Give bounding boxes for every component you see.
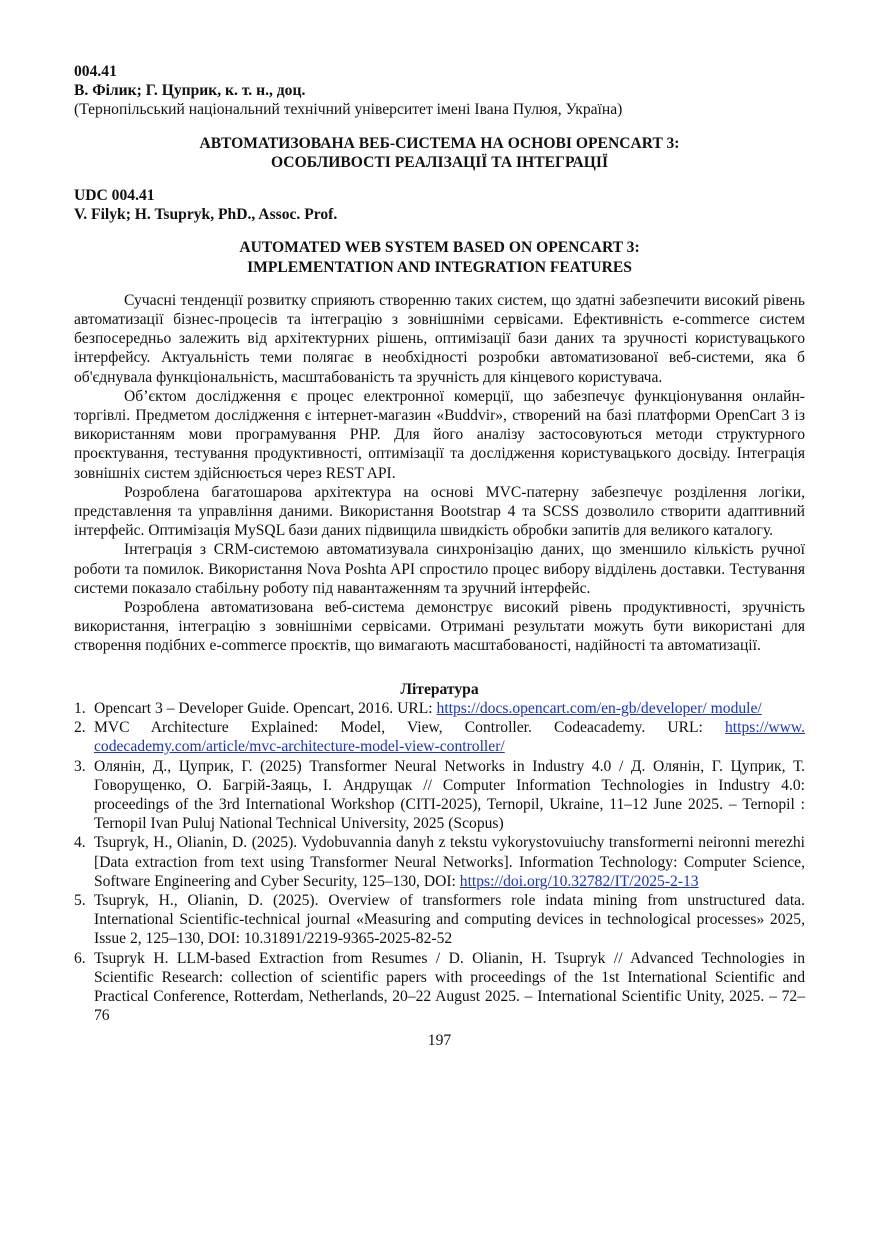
reference-link[interactable]: https://docs.opencart.com/en-gb/developer/ module/ [436,699,762,717]
title-ua [74,134,805,172]
reference-item [74,891,805,949]
authors-ua: В. Філик; Г. Цуприк, к. т. н., доц. [74,82,306,100]
reference-number: 4. [74,834,86,852]
reference-item [74,699,805,718]
title-en [74,238,805,276]
title-en-line1: AUTOMATED WEB SYSTEM BASED ON OPENCART 3: [239,239,640,257]
reference-text: Олянін, Д., Цуприк, Г. (2025) Transformer Neural Networks in Industry 4.0 / Д. Олянін, Г. Цуприк, Т. Говорущенко, О. Багрій-Заяць, І. Андрущак // Computer Information Technologies in Industry 4.0: proceedings of the 3rd International Workshop (CITI-2025), Ternopil, Ukraine, 11–12 June 2025. – Ternopil : Ternopil Ivan Puluj National Technical University, 2025 (Scopus) [94,757,805,833]
paper-page [74,62,805,1051]
reference-link[interactable]: https://doi.org/10.32782/IT/2025-2-13 [459,872,699,890]
reference-number: 6. [74,949,86,967]
reference-text: Tsupryk H. LLM-based Extraction from Resumes / D. Olianin, H. Tsupryk // Advanced Technologies in Scientific Research: collection of scientific papers with proceedings of the 1st International Scientific and Practical Conference, Rotterdam, Netherlands, 20–22 August 2025. – International Scientific Unity, 2025. – 72–76 [94,949,805,1025]
references-heading: Література [400,680,479,698]
reference-item [74,757,805,834]
title-ua-line2: ОСОБЛИВОСТІ РЕАЛІЗАЦІЇ ТА ІНТЕГРАЦІЇ [270,153,609,171]
authors-en: V. Filyk; H. Tsupryk, PhD., Assoc. Prof. [74,206,338,224]
reference-number: 3. [74,757,86,775]
reference-number: 2. [74,719,86,737]
reference-text: Tsupryk, H., Olianin, D. (2025). Overview of transformers role indata mining from unstructured data. International Scientific-technical journal «Measuring and computing devices in technological processes» 2025, Issue 2, 125–130, DOI: 10.31891/2219-9365-2025-82-52 [94,891,805,948]
reference-item [74,718,805,756]
reference-item [74,833,805,891]
paragraph: Розроблена автоматизована веб-система демонструє високий рівень продуктивності, зручність використання, інтеграцію з зовнішніми сервісами. Отримані результати можуть бути використані для створення подібних e-commerce проєктів, що вимагають масштабованості, надійності та автоматизації. [74,599,805,655]
page-number: 197 [427,1032,452,1050]
udc-ua: 004.41 [74,63,117,80]
udc-en: UDC 004.41 [74,187,155,205]
paragraph: Інтеграція з CRM-системою автоматизувала синхронізацію даних, що зменшило кількість ручної роботи та помилок. Використання Nova Poshta API спростило процес вибору відділень доставки. Тестування системи показало стабільну роботу під навантаженням та зручний інтерфейс. [74,541,805,597]
paragraph: Сучасні тенденції розвитку сприяють створенню таких систем, що здатні забезпечити високий рівень автоматизації бізнес-процесів та інтеграцію з зовнішніми сервісами. Ефективність e-commerce систем безпосередньо залежить від архітектурних рішень, оптимізації бази даних та зручності користувацького інтерфейсу. Актуальність теми полягає в необхідності розробки автоматизованої веб-системи, яка б об'єднувала функціональність, масштабованість та зручність для кінцевого користувача. [74,291,805,386]
reference-number: 1. [74,699,86,717]
reference-number: 5. [74,891,86,909]
title-ua-line1: АВТОМАТИЗОВАНА ВЕБ-СИСТЕМА НА ОСНОВІ OPENCART 3: [199,134,680,152]
reference-text: MVC Architecture Explained: Model, View, Controller. Codeacademy. URL: [94,719,725,737]
references-list [74,699,805,1025]
reference-text: Tsupryk, H., Olianin, D. (2025). Vydobuvannia danyh z tekstu vykorystovuiuchy transformerni neironni merezhi [Data extraction from text using Transformer Neural Networks]. Information Technology: Computer Science, Software Engineering and Cyber Security, 125–130, DOI: [94,834,805,890]
title-en-line2: IMPLEMENTATION AND INTEGRATION FEATURES [247,258,632,276]
paragraph: Об’єктом дослідження є процес електронної комерції, що забезпечує функціонування онлайн-торгівлі. Предметом дослідження є інтернет-магазин «Buddvir», створений на базі платформи OpenCart 3 із використанням мови програмування PHP. Для його аналізу застосовуються методи структурного проєктування, тестування продуктивності, оптимізації та дослідження користувацького досвіду. Інтеграція зовнішніх систем здійснюється через REST API. [74,387,805,482]
reference-link[interactable]: https://www. codecademy.com/article/mvc-architecture-model-view-controller/ [94,719,805,756]
paragraph: Розроблена багатошарова архітектура на основі MVC-патерну забезпечує розділення логіки, представлення та управління даними. Використання Bootstrap 4 та SCSS дозволило створити адаптивний інтерфейс. Оптимізація MySQL бази даних підвищила швидкість обробки запитів для великого каталогу. [74,483,805,540]
affiliation-ua: (Тернопільський національний технічний університет імені Івана Пулюя, Україна) [74,101,623,119]
reference-item [74,949,805,1026]
reference-text: Opencart 3 – Developer Guide. Opencart, 2016. URL: [94,699,437,717]
abstract-body [74,291,805,656]
